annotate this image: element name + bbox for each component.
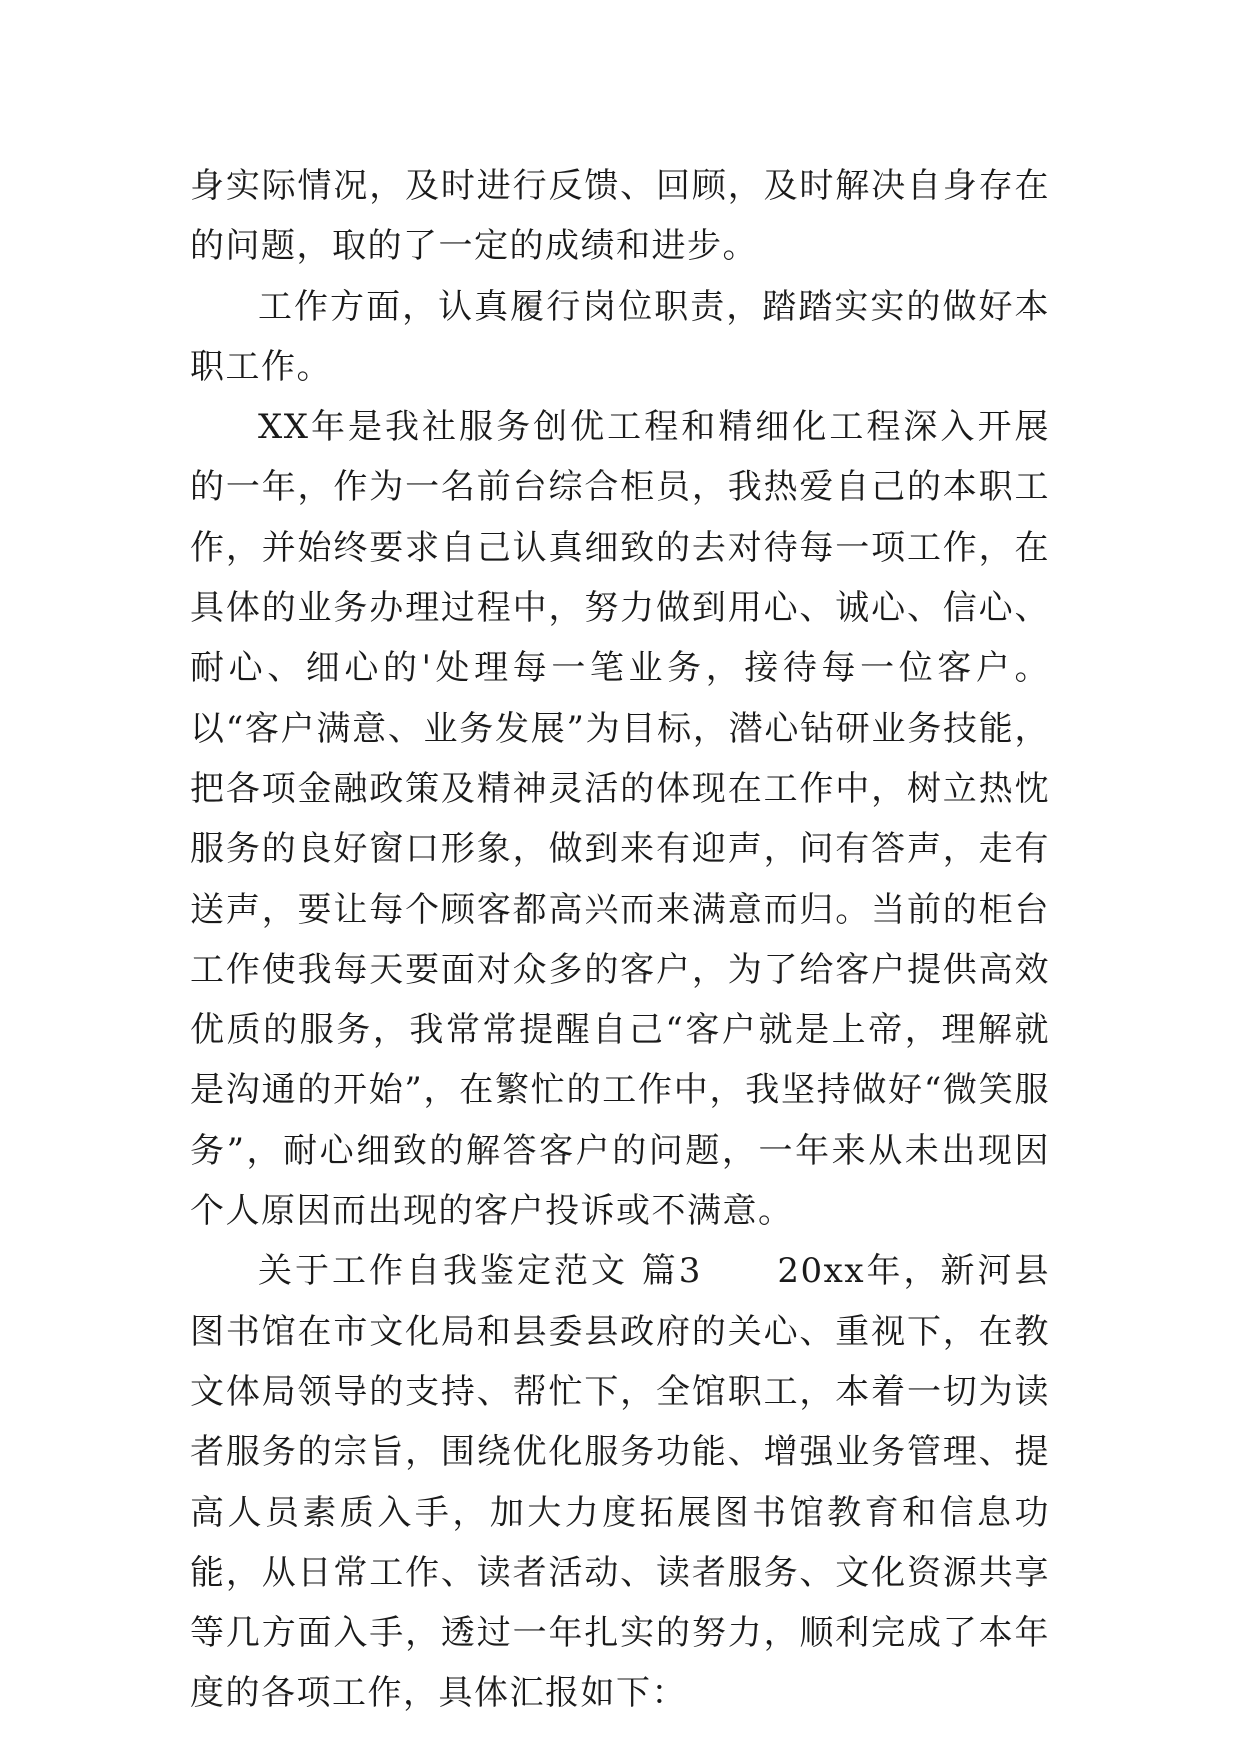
paragraph-continuation: 身实际情况，及时进行反馈、回顾，及时解决自身存在的问题，取的了一定的成绩和进步。 bbox=[190, 166, 1050, 267]
paragraph-section-3-library: 关于工作自我鉴定范文 篇3 20xx年，新河县图书馆在市文化局和县委县政府的关心、重视下，在教文体局领导的支持、帮忙下，全馆职工，本着一切为读者服务的宗旨，围绕优化服务功能、增强业务管理、提高人员素质入手，加大力度拓展图书馆教育和信息功能，从日常工作、读者活动、读者服务、文化资源共享等几方面入手，透过一年扎实的努力，顺利完成了本年度的各项工作，具体汇报如下： bbox=[190, 1251, 1050, 1714]
paragraph-work-aspect: 工作方面，认真履行岗位职责，踏踏实实的做好本职工作。 bbox=[190, 286, 1050, 387]
paragraph-counter-service: XX年是我社服务创优工程和精细化工程深入开展的一年，作为一名前台综合柜员，我热爱自己的本职工作，并始终要求自己认真细致的去对待每一项工作，在具体的业务办理过程中，努力做到用心、诚心、信心、耐心、细心的'处理每一笔业务，接待每一位客户。以“客户满意、业务发展”为目标，潜心钻研业务技能，把各项金融政策及精神灵活的体现在工作中，树立热忱服务的良好窗口形象，做到来有迎声，问有答声，走有送声，要让每个顾客都高兴而来满意而归。当前的柜台工作使我每天要面对众多的客户，为了给客户提供高效优质的服务，我常常提醒自己“客户就是上帝，理解就是沟通的开始”，在繁忙的工作中，我坚持做好“微笑服务”，耐心细致的解答客户的问题，一年来从未出现因个人原因而出现的客户投诉或不满意。 bbox=[190, 407, 1050, 1232]
document-body bbox=[190, 156, 1050, 1724]
